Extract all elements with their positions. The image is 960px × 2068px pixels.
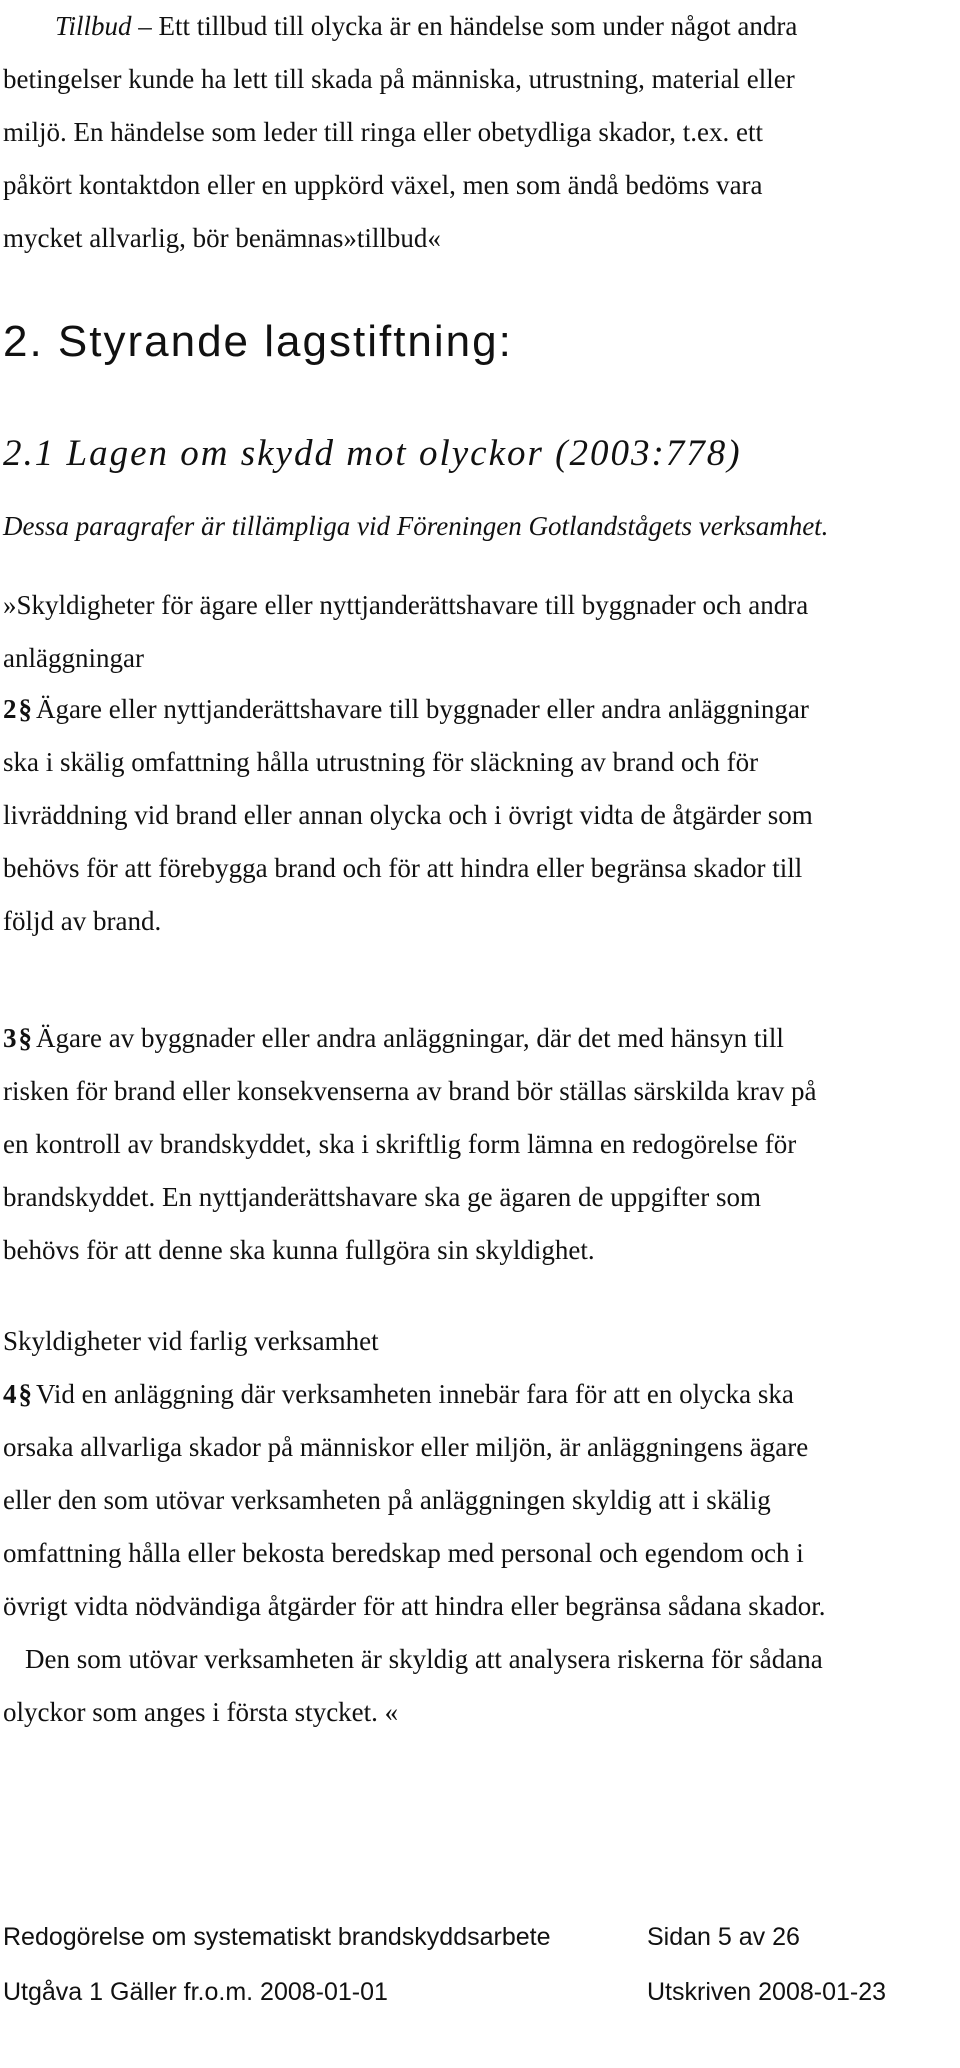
footer-printed-date: Utskriven 2008-01-23 [647,1978,887,2006]
tillbud-line: påkört kontaktdon eller en uppkörd växel, men som ändå bedöms vara [3,170,763,200]
intro-text: Dessa paragrafer är tillämpliga vid Föreningen Gotlandstågets verksamhet. [3,511,829,541]
section-symbol-icon: § [18,694,32,724]
text-line: Vid en anläggning där verksamheten innebär fara för att en olycka ska [36,1379,794,1409]
paragraph-3 [3,1012,958,1277]
paragraph-number: 4 [3,1379,17,1409]
text-line: en kontroll av brandskyddet, ska i skriftlig form lämna en redogörelse för [3,1129,797,1159]
heading-farlig-verksamhet: Skyldigheter vid farlig verksamhet [3,1326,379,1356]
text-line: Ägare av byggnader eller andra anläggningar, där det med hänsyn till [36,1023,784,1053]
text-line: brandskyddet. En nyttjanderättshavare ska ge ägaren de uppgifter som [3,1182,761,1212]
footer-line-1 [3,1923,943,1952]
tillbud-term: Tillbud [55,11,132,41]
text-line: ska i skälig omfattning hålla utrustning för släckning av brand och för [3,747,759,777]
tillbud-dash: – [131,11,159,41]
paragraph-number: 3 [3,1023,17,1053]
section-heading: 2. Styrande lagstiftning: [3,317,513,366]
text-line: Ägare eller nyttjanderättshavare till byggnader eller andra anläggningar [36,694,809,724]
tillbud-line: Ett tillbud till olycka är en händelse som under något andra [158,11,798,41]
paragraph-skyldigheter [3,579,958,685]
text-line: övrigt vidta nödvändiga åtgärder för att hindra eller begränsa sådana skador. [3,1591,826,1621]
tillbud-definition [3,0,953,265]
footer-line-2 [3,1978,943,2007]
text-line: anläggningar [3,643,144,673]
text-line: olyckor som anges i första stycket. « [3,1697,399,1727]
section-symbol-icon: § [18,1023,32,1053]
text-line: följd av brand. [3,906,162,936]
text-line: Den som utövar verksamheten är skyldig att analysera riskerna för sådana [25,1644,823,1674]
tillbud-line: miljö. En händelse som leder till ringa eller obetydliga skador, t.ex. ett [3,117,763,147]
subsection-heading: 2.1 Lagen om skydd mot olyckor (2003:778) [3,433,742,474]
paragraph-4 [3,1368,958,1739]
tillbud-line: betingelser kunde ha lett till skada på människa, utrustning, material eller [3,64,795,94]
paragraph-2 [3,683,958,948]
text-line: eller den som utövar verksamheten på anläggningen skyldig att i skälig [3,1485,771,1515]
paragraph-number: 2 [3,694,17,724]
text-line: »Skyldigheter för ägare eller nyttjanderättshavare till byggnader och andra [3,590,809,620]
footer-doc-title: Redogörelse om systematiskt brandskyddsarbete [3,1923,551,1951]
tillbud-line: mycket allvarlig, bör benämnas»tillbud« [3,223,441,253]
section-symbol-icon: § [18,1379,32,1409]
text-line: behövs för att förebygga brand och för att hindra eller begränsa skador till [3,853,803,883]
text-line: risken för brand eller konsekvenserna av brand bör ställas särskilda krav på [3,1076,817,1106]
text-line: livräddning vid brand eller annan olycka och i övrigt vidta de åtgärder som [3,800,813,830]
footer-edition: Utgåva 1 Gäller fr.o.m. 2008-01-01 [3,1978,388,2006]
text-line: orsaka allvarliga skador på människor eller miljön, är anläggningens ägare [3,1432,809,1462]
text-line: omfattning hålla eller bekosta beredskap med personal och egendom och i [3,1538,804,1568]
footer-page-number: Sidan 5 av 26 [647,1923,800,1951]
text-line: behövs för att denne ska kunna fullgöra sin skyldighet. [3,1235,595,1265]
